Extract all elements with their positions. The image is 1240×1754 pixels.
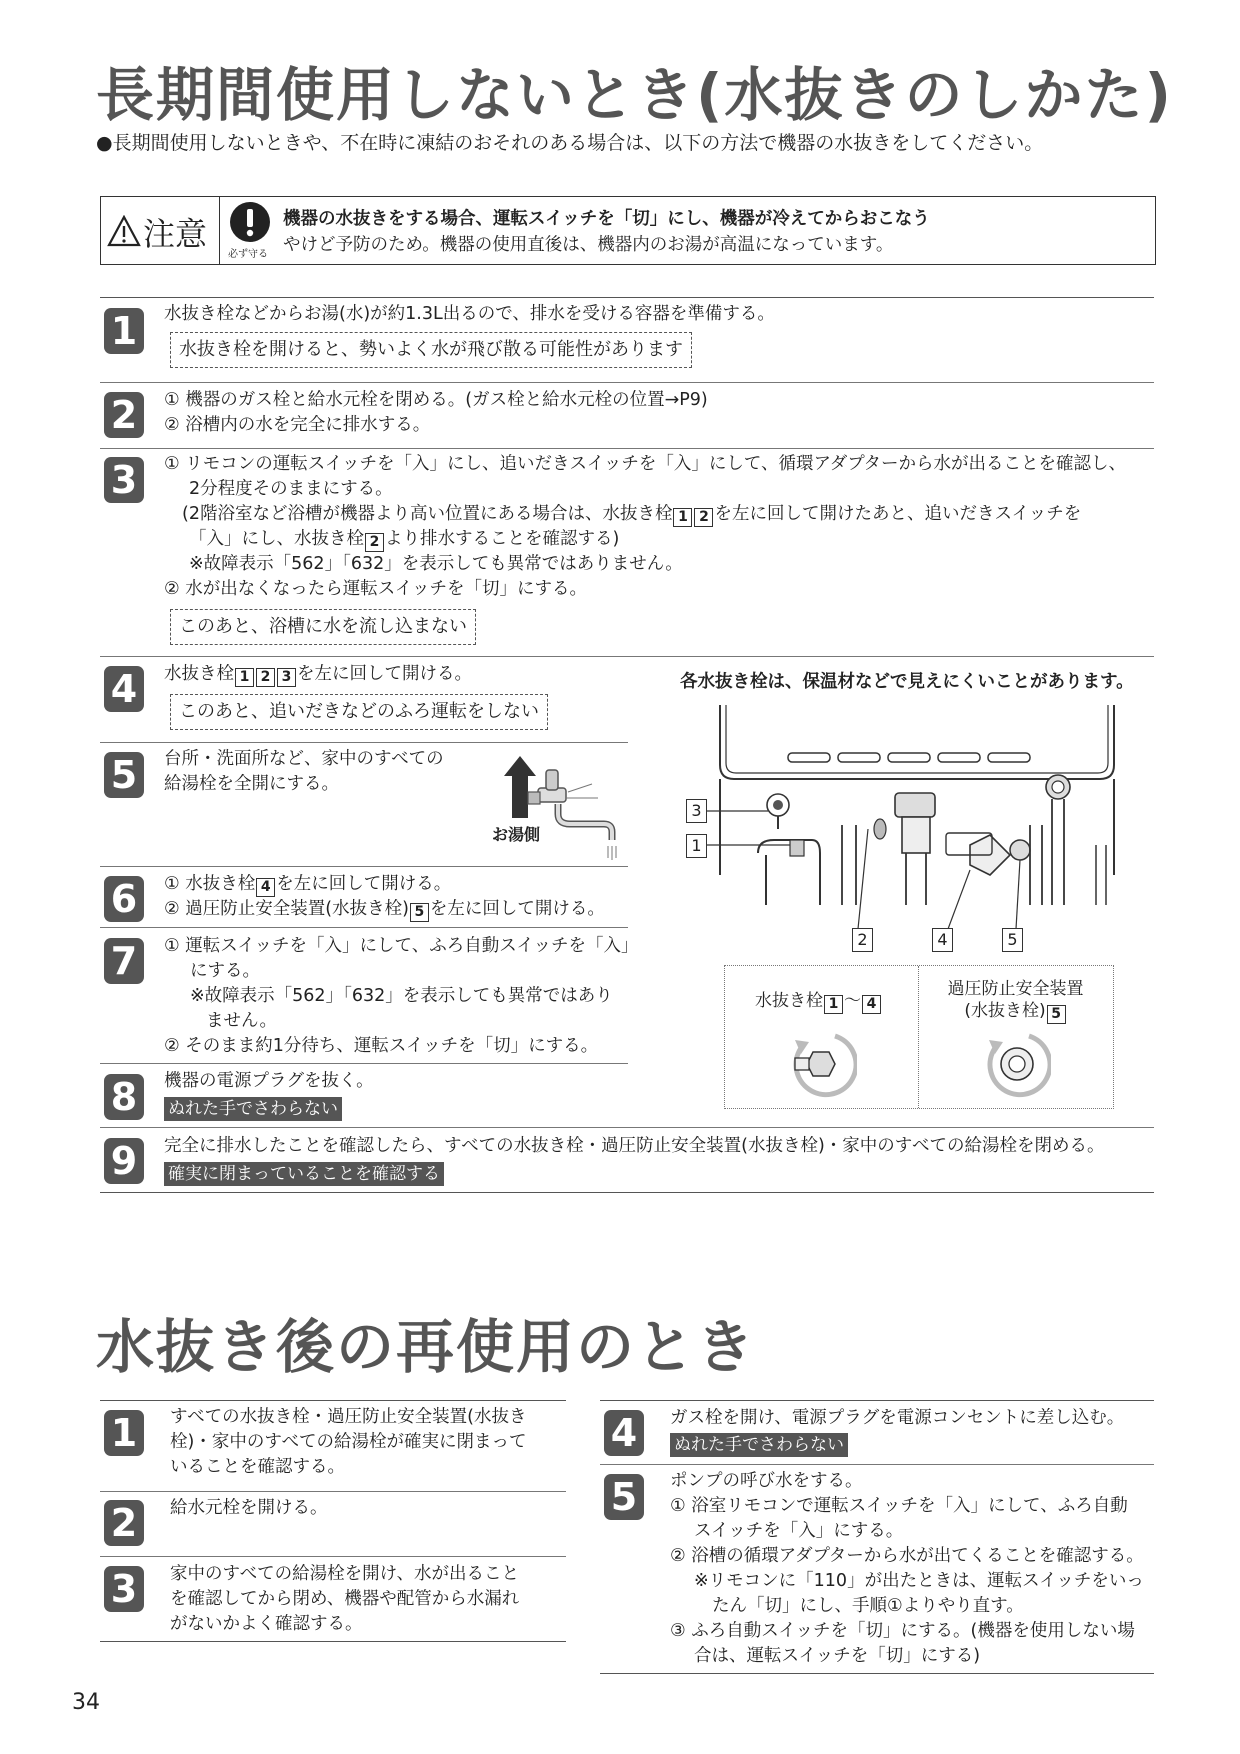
step-text: すべての水抜き栓・過圧防止安全装置(水抜き	[170, 1407, 527, 1427]
step-text: ② 浴槽内の水を完全に排水する。	[164, 415, 431, 435]
step-text: 機器の電源プラグを抜く。	[164, 1071, 374, 1091]
page-title: 長期間使用しないとき(水抜きのしかた)	[96, 61, 1174, 129]
step-text: いることを確認する。	[170, 1457, 345, 1477]
step-number: 6	[104, 876, 144, 922]
section-title: 水抜き後の再使用のとき	[96, 1313, 757, 1381]
step-text: ① 水抜き栓 4 を左に回して開ける。	[164, 874, 452, 895]
step-text: ① 運転スイッチを「入」にして、ふろ自動スイッチを「入」	[164, 936, 639, 956]
warning-bar: 確実に閉まっていることを確認する	[164, 1162, 444, 1186]
step-note: 水抜き栓を開けると、勢いよく水が飛び散る可能性があります	[170, 332, 692, 368]
step-text: 2分程度そのままにする。	[189, 479, 393, 499]
step-text: ※リモコンに「110」が出たときは、運転スイッチをいっ	[694, 1571, 1144, 1591]
step-number: 1	[104, 1410, 144, 1456]
label-4: 4	[932, 928, 953, 952]
step-text: ② 浴槽の循環アダプターから水が出てくることを確認する。	[670, 1546, 1144, 1566]
faucet-label: お湯側	[492, 825, 541, 844]
step-text: ② 過圧防止安全装置(水抜き栓) 5 を左に回して開ける。	[164, 899, 605, 920]
step-text: 栓)・家中のすべての給湯栓が確実に閉まって	[170, 1432, 527, 1452]
step-text: ません。	[206, 1011, 278, 1031]
step-number: 3	[104, 1566, 144, 1612]
step-number: 9	[104, 1138, 144, 1184]
label-3: 3	[686, 799, 707, 823]
step-text: ② 水が出なくなったら運転スイッチを「切」にする。	[164, 579, 588, 599]
valve-rotate-icon	[787, 1026, 857, 1098]
step-number: 8	[104, 1074, 144, 1120]
step-text: 完全に排水したことを確認したら、すべての水抜き栓・過圧防止安全装置(水抜き栓)・家中のすべての給湯栓を閉める。	[164, 1136, 1105, 1156]
step-text: 水抜き栓などからお湯(水)が約1.3L出るので、排水を受ける容器を準備する。	[164, 304, 775, 324]
warning-bar: ぬれた手でさわらない	[164, 1097, 342, 1121]
page-number: 34	[72, 1690, 100, 1715]
step-number: 7	[104, 938, 144, 984]
warning-bar: ぬれた手でさわらない	[670, 1433, 848, 1457]
step-text: ※故障表示「562」「632」を表示しても異常ではあり	[190, 986, 613, 1006]
relief-valve-rotate-icon	[981, 1026, 1051, 1098]
step-text: 水抜き栓 1 2 3 を左に回して開ける。	[164, 664, 472, 685]
step-text: ポンプの呼び水をする。	[670, 1471, 863, 1491]
step-number: 2	[104, 1500, 144, 1546]
caution-body: やけど予防のため。機器の使用直後は、機器内のお湯が高温になっています。	[283, 235, 894, 255]
step-text: 給水元栓を開ける。	[170, 1498, 328, 1518]
step-text: ガス栓を開け、電源プラグを電源コンセントに差し込む。	[670, 1408, 1125, 1428]
step-text: 「入」にし、水抜き栓 2 より排水することを確認する)	[189, 529, 620, 550]
caution-heading: 機器の水抜きをする場合、運転スイッチを「切」にし、機器が冷えてからおこなう	[283, 209, 930, 229]
step-note: このあと、浴槽に水を流し込まない	[170, 609, 476, 645]
step-text: ③ ふろ自動スイッチを「切」にする。(機器を使用しない場	[670, 1621, 1135, 1641]
step-text: 合は、運転スイッチを「切」にする)	[694, 1646, 981, 1666]
step-number: 3	[104, 457, 144, 503]
step-text: たん「切」にし、手順①よりやり直す。	[712, 1596, 1024, 1616]
step-number: 1	[104, 308, 144, 354]
caution-box	[100, 196, 1156, 265]
caution-label: 注意	[143, 215, 208, 253]
step-text: ① 浴室リモコンで運転スイッチを「入」にして、ふろ自動	[670, 1496, 1128, 1516]
bullet-icon: ●	[96, 132, 113, 154]
diagram-caption: 各水抜き栓は、保温材などで見えにくいことがあります。	[680, 672, 1134, 692]
step-text: ※故障表示「562」「632」を表示しても異常ではありません。	[189, 554, 683, 574]
step-note: このあと、追いだきなどのふろ運転をしない	[170, 694, 548, 730]
step-text: がないかよく確認する。	[170, 1614, 363, 1634]
step-text: 台所・洗面所など、家中のすべての	[164, 749, 444, 769]
step-number: 5	[604, 1474, 644, 1520]
label-1: 1	[686, 834, 707, 858]
faucet-illustration	[488, 752, 623, 862]
valve-panel	[724, 965, 1114, 1109]
label-2: 2	[852, 928, 873, 952]
step-text: ① 機器のガス栓と給水元栓を閉める。(ガス栓と給水元栓の位置→P9)	[164, 390, 708, 410]
step-text: にする。	[190, 961, 260, 981]
warning-triangle-icon	[107, 215, 141, 247]
panel-left-label: 水抜き栓 1 ～ 4	[755, 986, 882, 1014]
step-text: スイッチを「入」にする。	[694, 1521, 904, 1541]
panel-right-label: 過圧防止安全装置 (水抜き栓) 5	[947, 979, 1084, 1022]
label-5: 5	[1002, 928, 1023, 952]
step-text: 給湯栓を全開にする。	[164, 774, 339, 794]
step-text: を確認してから閉め、機器や配管から水漏れ	[170, 1589, 520, 1609]
step-number: 4	[104, 666, 144, 712]
step-number: 5	[104, 752, 144, 798]
step-text: 家中のすべての給湯栓を開け、水が出ること	[170, 1564, 519, 1584]
water-heater-diagram	[680, 705, 1120, 945]
step-text: ① リモコンの運転スイッチを「入」にし、追いだきスイッチを「入」にして、循環アダプターから水が出ることを確認し、	[164, 454, 1127, 474]
step-number: 2	[104, 392, 144, 438]
mandatory-icon	[229, 201, 271, 243]
step-number: 4	[604, 1410, 644, 1456]
step-text: (2階浴室など浴槽が機器より高い位置にある場合は、水抜き栓 1 2 を左に回して開けたあと、追いだきスイッチを	[182, 504, 1082, 525]
step-text: ② そのまま約1分待ち、運転スイッチを「切」にする。	[164, 1036, 599, 1056]
intro-text: ●長期間使用しないときや、不在時に凍結のおそれのある場合は、以下の方法で機器の水抜きをしてください。	[96, 132, 1044, 154]
mandatory-caption: 必ず守る	[228, 249, 268, 260]
